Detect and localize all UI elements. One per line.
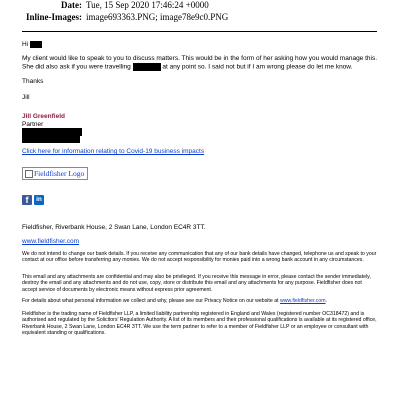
privacy-end: . <box>325 298 327 304</box>
header-value: Tue, 15 Sep 2020 17:46:24 +0000 <box>86 0 209 10</box>
redaction <box>133 63 161 71</box>
sign-off: Jill <box>22 94 30 101</box>
llp-registration-disclaimer: Fieldfisher is the trading name of Fieldfisher LLP, a limited liability partnership registered in England and Wales (registered number OC318472) and is authorised and regulated by the Solicitors' Regulation Authority. A list of its members and their professional qualifications is available at its registered office, Riverbank House, 2 Swan Lane, London EC4R 3TT. We use the term partner to refer to a member of Fieldfisher LLP or an employee or consultant with equivalent standing or qualifications. <box>22 311 377 337</box>
header-value: image693363.PNG; image78e9c0.PNG <box>86 12 229 22</box>
header-key: Inline-Images: <box>26 12 82 22</box>
office-address: Fieldfisher, Riverbank House, 2 Swan Lane, London EC4R 3TT. <box>22 224 206 231</box>
redaction <box>30 41 42 48</box>
confidentiality-disclaimer: This email and any attachments are confidential and may also be privileged. If you receive this message in error, please contact the sender immediately, destroy the email and any attachments and do not use, copy, store or distribute this email and any attachments for any purpose. Fieldfisher does not accept service of documents by electronic means without express prior agreement. <box>22 274 371 293</box>
facebook-icon[interactable]: f <box>22 195 32 205</box>
broken-image-icon <box>25 170 33 178</box>
logo-alt-text: Fieldfisher Logo <box>34 169 85 178</box>
signature-name: Jill Greenfield <box>22 113 65 120</box>
redaction <box>22 136 80 143</box>
message-text-b: at any point so. I said not but if I am wrong please do let me know. <box>162 63 353 71</box>
thanks: Thanks <box>22 78 44 85</box>
privacy-website-link[interactable]: www.fieldfisher.com <box>279 298 326 304</box>
linkedin-icon[interactable]: in <box>34 195 44 205</box>
header-key: Date: <box>61 0 82 10</box>
redaction <box>22 128 82 136</box>
greeting: Hi <box>22 41 29 49</box>
greeting-line <box>22 41 382 49</box>
message-text-a: My client would like to speak to you to discuss matters. This would be in the form of her asking how you would manage this. She did also ask if you were travelling <box>22 55 378 71</box>
header-divider <box>22 31 377 32</box>
message-paragraph <box>22 55 382 72</box>
signature-title: Partner <box>22 121 44 128</box>
bank-details-disclaimer: We do not intend to change our bank details. If you receive any communication that any of our bank details have changed, telephone us and speak to your contact at our office before transferring any monies. We do not accept responsibility for monies paid into a wrong bank account in any circumstances. <box>22 251 377 264</box>
covid-link[interactable]: Click here for information relating to Covid-19 business impacts <box>22 148 205 155</box>
privacy-text: For details about what personal information we collect and why, please see our Privacy Notice on our website at <box>22 298 279 304</box>
privacy-notice <box>22 298 378 304</box>
fieldfisher-logo[interactable] <box>22 167 88 180</box>
website-link[interactable]: www.fieldfisher.com <box>22 238 80 245</box>
